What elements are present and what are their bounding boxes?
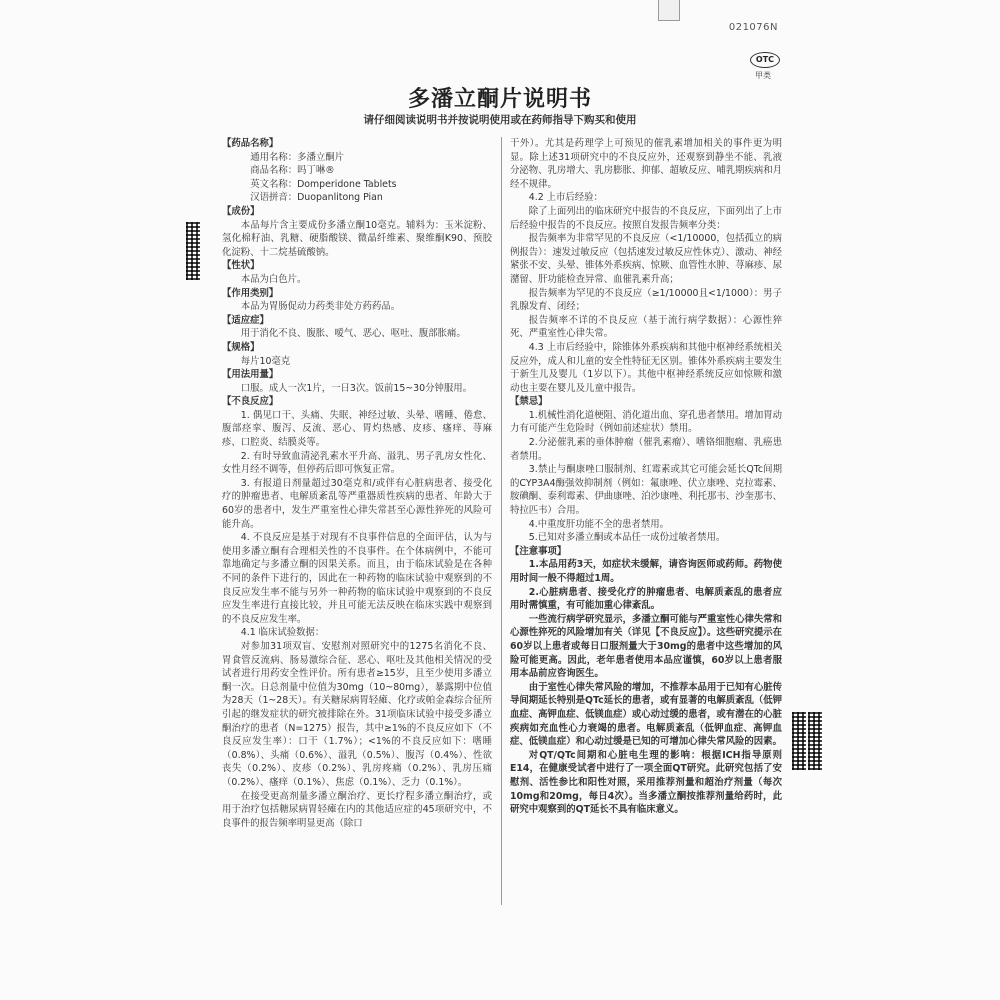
paragraph: 商品名称：吗丁啉®: [250, 165, 335, 177]
paragraph: 1.机械性消化道梗阻、消化道出血、穿孔患者禁用。增加胃动力有可能产生危险时（例如前述症状）禁用。: [510, 409, 782, 435]
tab-notch: [658, 0, 680, 21]
paragraph: 通用名称：多潘立酮片: [250, 151, 344, 163]
paragraph: 英文名称：Domperidone Tablets: [250, 178, 397, 190]
paragraph: 本品为胃肠促动力药类非处方药药品。: [240, 301, 401, 313]
column-divider: [501, 137, 502, 905]
paragraph: 干外）。尤其是药理学上可预见的催乳素增加相关的事件更为明显。除上述31项研究中的不良反应外，还观察到静坐不能、乳液分泌物、乳房增大、乳房膨胀、抑郁、超敏反应、哺乳期疾病和月经不规律。: [510, 138, 782, 190]
section-heading: 【成份】: [222, 205, 260, 217]
right-column: [510, 137, 782, 817]
paragraph: 由于室性心律失常风险的增加，不推荐本品用于已知有心脏传导间期延长特别是QTc延长的患者，或有显著的电解质紊乱（低钾血症、高钾血症、低镁血症）或心动过缓的患者，或有潜在的心脏疾病如充血性心力衰竭的患者。电解质紊乱（低钾血症、高钾血症、低镁血症）和心动过缓是已知的可增加心律失常风险的因素。: [510, 681, 782, 748]
paragraph: 4.3 上市后经验中，除锥体外系疾病和其他中枢神经系统相关反应外，成人和儿童的安全性特征无区别。锥体外系疾病主要发生于新生儿及婴儿（1岁以下）。其他中枢神经系统反应如惊厥和激动也主要在婴儿及儿童中报告。: [510, 341, 782, 394]
paragraph: 2. 有时导致血清泌乳素水平升高、溢乳、男子乳房女性化、女性月经不调等，但停药后即可恢复正常。: [222, 450, 492, 476]
document-subtitle: 请仔细阅读说明书并按说明使用或在药师指导下购买和使用: [363, 114, 637, 126]
document-title: 多潘立酮片说明书: [407, 87, 592, 112]
paragraph: 对参加31项双盲、安慰剂对照研究中的1275名消化不良、胃食管反流病、肠易激综合征、恶心、呕吐及其他相关情况的受试者进行用药安全性评价。所有患者≥15岁，且至少使用多潘立酮一次。日总剂量中位值为30mg（10~80mg），暴露期中位值为28天（1~28天）。有关糖尿病胃轻瘫、化疗或帕金森综合征所引起的继发症状的研究被排除在外。31项临床试验中接受多潘立酮治疗的患者（N=1275）报告，其中≥1%的不良反应如下（不良反应发生率）：口干（1.7%）；<1%的不良反应如下：嗜睡（0.8%）、头痛（0.6%）、溢乳（0.5%）、腹泻（0.4%）、性欲丧失（0.2%）、皮疹（0.2%）、乳房疼痛（0.2%）、乳房压痛（0.2%）、瘙痒（0.1%）、焦虑（0.1%）、乏力（0.1%）。: [222, 640, 492, 788]
otc-badge: OTC: [750, 52, 780, 68]
paragraph: 2.心脏病患者、接受化疗的肿瘤患者、电解质紊乱的患者应用时需慎重，有可能加重心律紊乱。: [510, 586, 782, 612]
section-heading: 【用法用量】: [222, 369, 279, 381]
section-heading: 【规格】: [222, 341, 260, 353]
paragraph: 报告频率为非常罕见的不良反应（<1/10000，包括孤立的病例报告）：速发过敏反应（包括速发过敏反应性休克）、激动、神经紧张不安、头晕、锥体外系疾病、惊厥、血管性水肿、荨麻疹、尿潴留、肝功能检查异常、血催乳素升高；: [510, 233, 782, 285]
section-heading: 【注意事项】: [510, 545, 567, 557]
paragraph: 1.本品用药3天，如症状未缓解，请咨询医师或药师。药物使用时间一般不得超过1周。: [510, 559, 782, 584]
paragraph: 1. 偶见口干、头痛、失眠、神经过敏、头晕、嗜睡、倦怠、腹部痉挛、腹泻、反流、恶心、胃灼热感、皮疹、瘙痒、荨麻疹、口腔炎、结膜炎等。: [222, 409, 492, 449]
section-heading: 【药品名称】: [222, 138, 279, 149]
paragraph: 5.已知对多潘立酮或本品任一成份过敏者禁用。: [528, 532, 726, 544]
paragraph: 在接受更高剂量多潘立酮治疗、更长疗程多潘立酮治疗，或用于治疗包括糖尿病胃轻瘫在内的其他适应症的45项研究中，不良事件的报告频率明显更高（除口: [222, 790, 492, 829]
section-heading: 【适应症】: [222, 314, 269, 326]
paragraph: 汉语拼音：Duopanlitong Pian: [250, 192, 383, 204]
paragraph: 3.禁止与酮康唑口服制剂、红霉素或其它可能会延长QTc间期的CYP3A4酶强效抑制剂（例如：氟康唑、伏立康唑、克拉霉素、胺碘酮、泰利霉素、伊曲康唑、泊沙康唑、利托那韦、沙奎那韦、特拉匹韦）合用。: [510, 464, 782, 517]
left-column: [222, 137, 492, 830]
paragraph: 口服。成人一次1片，一日3次。饭前15~30分钟服用。: [240, 382, 472, 394]
paragraph: 报告频率不详的不良反应（基于流行病学数据）：心源性猝死、严重室性心律失常。: [510, 314, 782, 340]
right-barcode-graphic-2: [808, 712, 822, 770]
paragraph: 报告频率为罕见的不良反应（≥1/10000且<1/1000）：男子乳腺发育、闭经；: [510, 287, 782, 313]
section-heading: 【禁忌】: [510, 396, 548, 408]
section-heading: 【性状】: [222, 260, 260, 272]
document-code: 021076N: [728, 22, 778, 33]
paragraph: 本品为白色片。: [240, 273, 307, 285]
section-heading: 【不良反应】: [222, 396, 279, 408]
paragraph: 4.1 临床试验数据：: [240, 627, 325, 639]
paragraph: 对QT/QTc间期和心脏电生理的影响：根据ICH指导原则E14，在健康受试者中进行了一项全面QT研究。此研究包括了安慰剂、活性参比和阳性对照，采用推荐剂量和超治疗剂量（每次10mg和20mg，每日4次）。当多潘立酮按推荐剂量给药时，此研究中观察到的QT延长不具有临床意义。: [510, 749, 782, 816]
paragraph: 除了上面列出的临床研究中报告的不良反应，下面列出了上市后经验中报告的不良反应。按照自发报告频率分类：: [510, 205, 782, 231]
right-barcode-graphic: [792, 712, 806, 770]
left-barcode-graphic: [186, 222, 200, 280]
paragraph: 用于消化不良、腹胀、嗳气、恶心、呕吐、腹部胀痛。: [240, 328, 466, 340]
paragraph: 一些流行病学研究显示，多潘立酮可能与严重室性心律失常和心源性猝死的风险增加有关（详见【不良反应】）。这些研究提示在60岁以上患者或每日口服剂量大于30mg的患者中这些增加的风险可能更高。因此，老年患者使用本品应谨慎，60岁以上患者服用本品前应咨询医生。: [510, 613, 782, 680]
otc-class-label: 甲类: [755, 71, 771, 80]
paragraph: 4.中重度肝功能不全的患者禁用。: [528, 518, 669, 530]
paragraph: 本品每片含主要成份多潘立酮10毫克。辅料为：玉米淀粉、氢化棉籽油、乳糖、硬脂酸镁、微晶纤维素、聚维酮K90、预胶化淀粉、十二烷基硫酸钠。: [222, 219, 492, 258]
paragraph: 每片10毫克: [240, 355, 291, 367]
paragraph: 3. 有报道日剂量超过30毫克和/或伴有心脏病患者、接受化疗的肿瘤患者、电解质紊乱等严重器质性疾病的患者、年龄大于60岁的患者中，发生严重室性心律失常甚至心源性猝死的风险可能升高。: [222, 477, 492, 530]
paragraph: 2.分泌催乳素的垂体肿瘤（催乳素瘤）、嗜铬细胞瘤、乳癌患者禁用。: [510, 437, 782, 462]
paragraph: 4. 不良反应是基于对现有不良事件信息的全面评估，认为与使用多潘立酮有合理相关性的不良事件。在个体病例中，不能可靠地确定与多潘立酮的因果关系。而且，由于临床试验是在各种不同的条件下进行的，因此在一种药物的临床试验中观察到的不良反应发生率不能与另外一种药物的临床试验中观察到的不良反应发生率进行直接比较，并且可能无法反映在临床实践中观察到的不良反应发生率。: [222, 532, 492, 625]
paragraph: 4.2 上市后经验：: [528, 192, 603, 204]
section-heading: 【作用类别】: [222, 287, 279, 299]
